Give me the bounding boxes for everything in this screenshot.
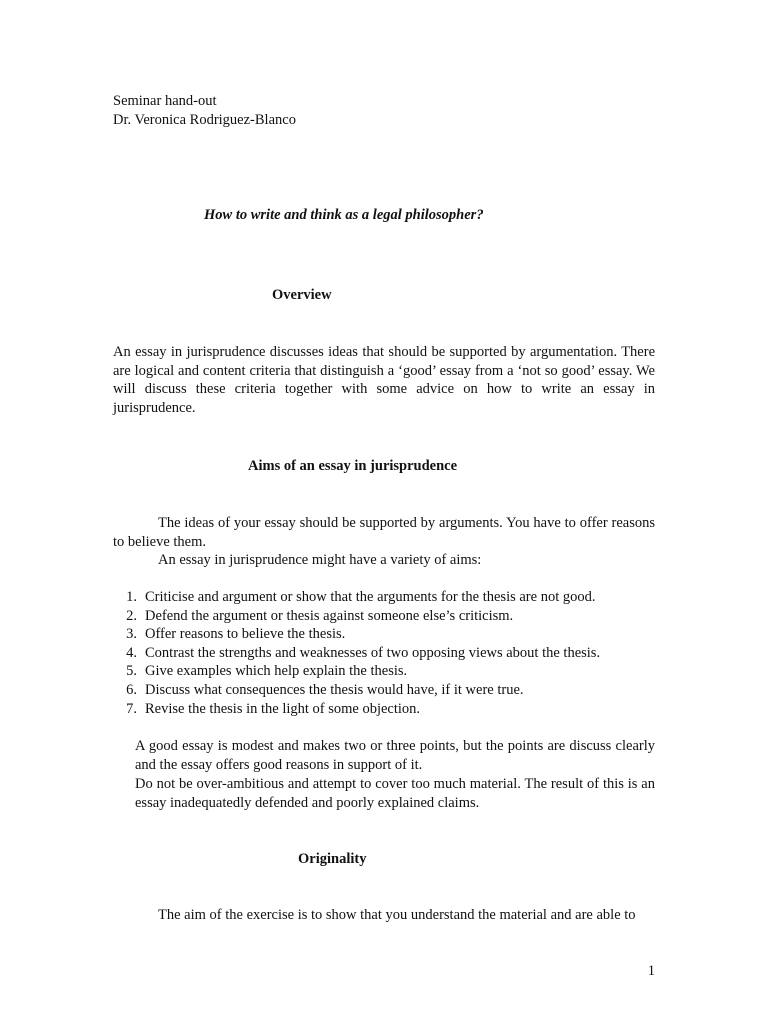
list-item-text: Criticise and argument or show that the arguments for the thesis are not good. (145, 589, 596, 605)
list-item-text: Defend the argument or thesis against someone else’s criticism. (145, 607, 514, 624)
aims-caution-paragraph: Do not be over-ambitious and attempt to cover too much material. The result of this is an essay inadequatedly defended and poorly explained claims. (135, 776, 655, 811)
aims-list (113, 588, 673, 718)
aims-closing-paragraph: A good essay is modest and makes two or three points, but the points are discuss clearly and the essay offers good reasons in support of it. (135, 738, 655, 773)
list-item (113, 607, 673, 626)
header-line-2: Dr. Veronica Rodriguez-Blanco (113, 111, 296, 128)
list-item (113, 644, 673, 663)
list-item-number: 5. (126, 663, 137, 680)
list-item-number: 1. (126, 589, 137, 605)
handout-header (113, 92, 513, 129)
aims-intro-paragraph: The ideas of your essay should be supported by arguments. You have to offer reasons to believe them. (113, 515, 655, 550)
list-item-number: 6. (126, 681, 137, 698)
header-line-1: Seminar hand-out (113, 93, 217, 109)
list-item (113, 681, 673, 700)
list-item-number: 3. (126, 626, 137, 643)
list-item-number: 7. (126, 700, 137, 717)
overview-heading: Overview (272, 287, 332, 303)
list-item-text: Revise the thesis in the light of some objection. (145, 700, 421, 717)
list-item-number: 4. (126, 644, 137, 661)
page-number: 1 (647, 963, 655, 979)
document-title: How to write and think as a legal philosopher? (204, 207, 484, 223)
aims-intro-line: An essay in jurisprudence might have a variety of aims: (158, 552, 482, 568)
originality-paragraph: The aim of the exercise is to show that you understand the material and are able to (158, 907, 636, 923)
originality-heading: Originality (298, 851, 367, 867)
list-item (113, 662, 673, 681)
list-item-text: Contrast the strengths and weaknesses of two opposing views about the thesis. (145, 644, 601, 661)
list-item (113, 625, 673, 644)
list-item (113, 588, 673, 607)
list-item (113, 700, 673, 719)
list-item-text: Offer reasons to believe the thesis. (145, 626, 346, 643)
aims-heading: Aims of an essay in jurisprudence (248, 458, 458, 474)
list-item-text: Discuss what consequences the thesis would have, if it were true. (145, 681, 524, 698)
list-item-number: 2. (126, 607, 137, 624)
list-item-text: Give examples which help explain the thesis. (145, 663, 408, 680)
overview-paragraph: An essay in jurisprudence discusses ideas that should be supported by argumentation. There are logical and content criteria that distinguish a ‘good’ essay from a ‘not so good’ essay. We will discuss these criteria together with some advice on how to write an essay in jurisprudence. (113, 344, 655, 416)
